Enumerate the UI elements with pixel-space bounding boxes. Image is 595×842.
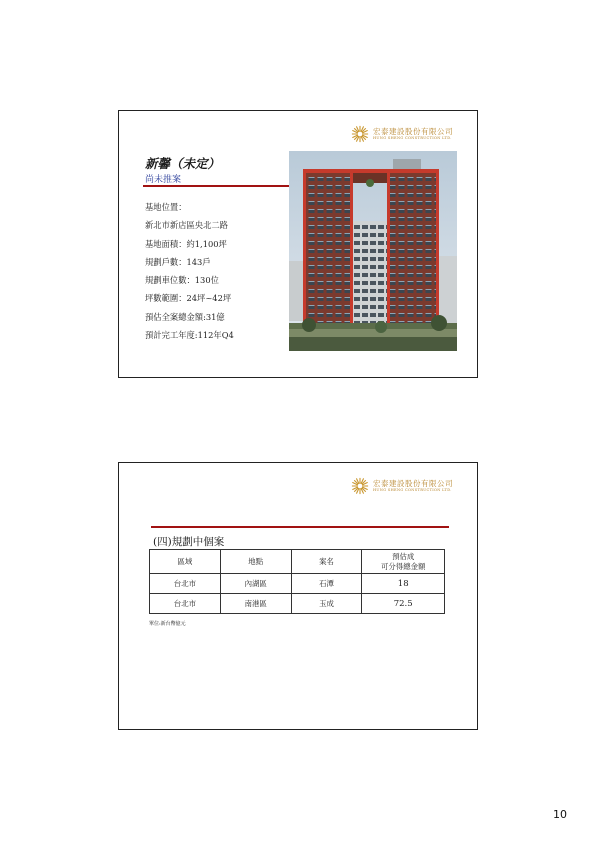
cell-region: 台北市	[150, 594, 221, 614]
sun-logo-icon	[351, 125, 369, 143]
cell-location: 南港區	[220, 594, 291, 614]
page-number: 10	[553, 808, 567, 821]
header-location: 地點	[220, 550, 291, 574]
detail-completion: 預計完工年度:112年Q4	[145, 330, 234, 341]
detail-location-label: 基地位置：	[145, 202, 187, 212]
logo-name-zh: 宏泰建設股份有限公司	[373, 127, 453, 136]
header-amount-line2: 可分得總金額	[381, 561, 426, 571]
planned-projects-table	[149, 549, 445, 614]
cell-project-name: 石潭	[291, 574, 362, 594]
sun-logo-icon	[351, 477, 369, 495]
company-logo	[351, 125, 453, 143]
unit-note: 單位:新台幣億元	[149, 621, 186, 627]
table-row	[150, 594, 445, 614]
detail-site-area: 基地面積：約1,100坪	[145, 238, 227, 249]
detail-location: 新北市新店區央北二路	[145, 220, 228, 231]
logo-name-en: HUNG SHENG CONSTRUCTION LTD.	[373, 136, 452, 140]
section-divider	[151, 526, 449, 528]
header-project-name: 案名	[291, 550, 362, 574]
detail-parking: 規劃車位數：130位	[145, 275, 219, 286]
project-status: 尚未推案	[145, 175, 182, 185]
slide-project-info	[118, 110, 478, 378]
logo-name-zh: 宏泰建設股份有限公司	[373, 479, 453, 488]
header-region: 區域	[150, 550, 221, 574]
detail-total-amount: 預估全案總金額:31億	[145, 311, 225, 322]
project-title: 新馨（未定）	[145, 156, 221, 171]
cell-location: 內湖區	[220, 574, 291, 594]
slide-planned-projects	[118, 462, 478, 730]
table-header-row	[150, 550, 445, 574]
title-divider	[143, 185, 291, 187]
cell-project-name: 玉成	[291, 594, 362, 614]
section-title: (四)規劃中個案	[153, 536, 225, 548]
header-estimated-amount	[362, 550, 445, 574]
detail-units: 規劃戶數：143戶	[145, 256, 211, 267]
cell-region: 台北市	[150, 574, 221, 594]
logo-name-en: HUNG SHENG CONSTRUCTION LTD.	[373, 488, 452, 492]
detail-size-range: 坪數範圍：24坪~42坪	[145, 293, 232, 304]
building-rendering	[289, 151, 457, 351]
table-row	[150, 574, 445, 594]
header-amount-line1: 預估成	[392, 552, 415, 561]
cell-amount: 72.5	[362, 594, 445, 614]
cell-amount: 18	[362, 574, 445, 594]
company-logo	[351, 477, 453, 495]
project-details	[145, 198, 234, 344]
